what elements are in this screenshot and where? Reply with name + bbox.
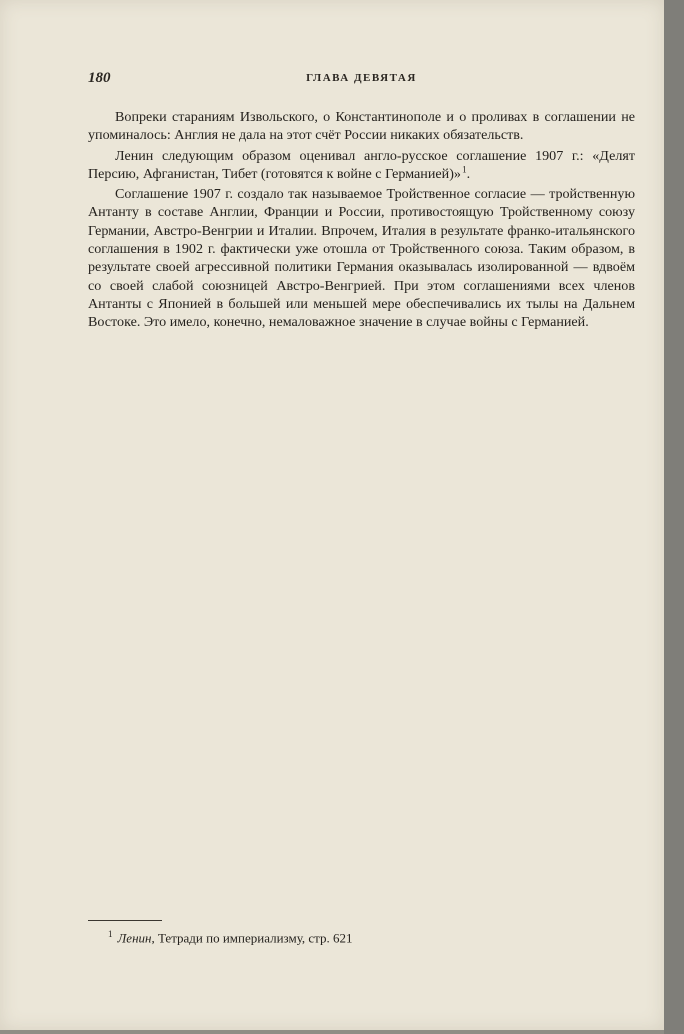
paragraph-2-text: Ленин следующим образом оценивал англо-русское соглашение 1907 г.: «Делят Персию, Афганистан, Тибет (готовятся к войне с Германией)»	[88, 147, 635, 182]
footnote-author: Ленин,	[117, 930, 155, 946]
footnote-reference-suffix: .	[466, 165, 471, 182]
page-edge-shadow	[664, 0, 684, 1034]
paragraph-1: Вопреки стараниям Извольского, о Константинополе и о проливах в соглашении не упоминалось: Англия не дала на этот счёт России никаких обязательств.	[88, 109, 635, 144]
footnote-marker: 1	[108, 929, 113, 939]
footnote-divider	[88, 920, 162, 921]
footnote-reference: 1	[462, 164, 467, 175]
paragraph-3: Соглашение 1907 г. создало так называемое Тройственное согласие — тройственную Антанту в составе Англии, Франции и России, противостоящую Тройственному союзу Германии, Австро-Венгрии и Италии. Впрочем, Италия в результате франко-итальянского соглашения в 1902 г. фактически уже отошла от Тройственного союза. Таким образом, в результате своей агрессивной политики Германия оказывалась изолированной — вдвоём со своей слабой союзницей Австро-Венгрией. При этом соглашениями всех членов Антанты с Японией в большей или меньшей мере обеспечивались их тылы на Дальнем Востоке. Это имело, конечно, немаловажное значение в случае войны с Германией.	[88, 186, 635, 331]
footnote-text: Тетради по империализму, стр. 621	[157, 930, 353, 946]
paragraph-2	[88, 147, 635, 184]
chapter-title: ГЛАВА ДЕВЯТАЯ	[306, 72, 417, 84]
body-text	[88, 108, 635, 334]
running-header	[88, 70, 635, 90]
footnote	[108, 929, 635, 946]
page-number: 180	[88, 70, 111, 86]
